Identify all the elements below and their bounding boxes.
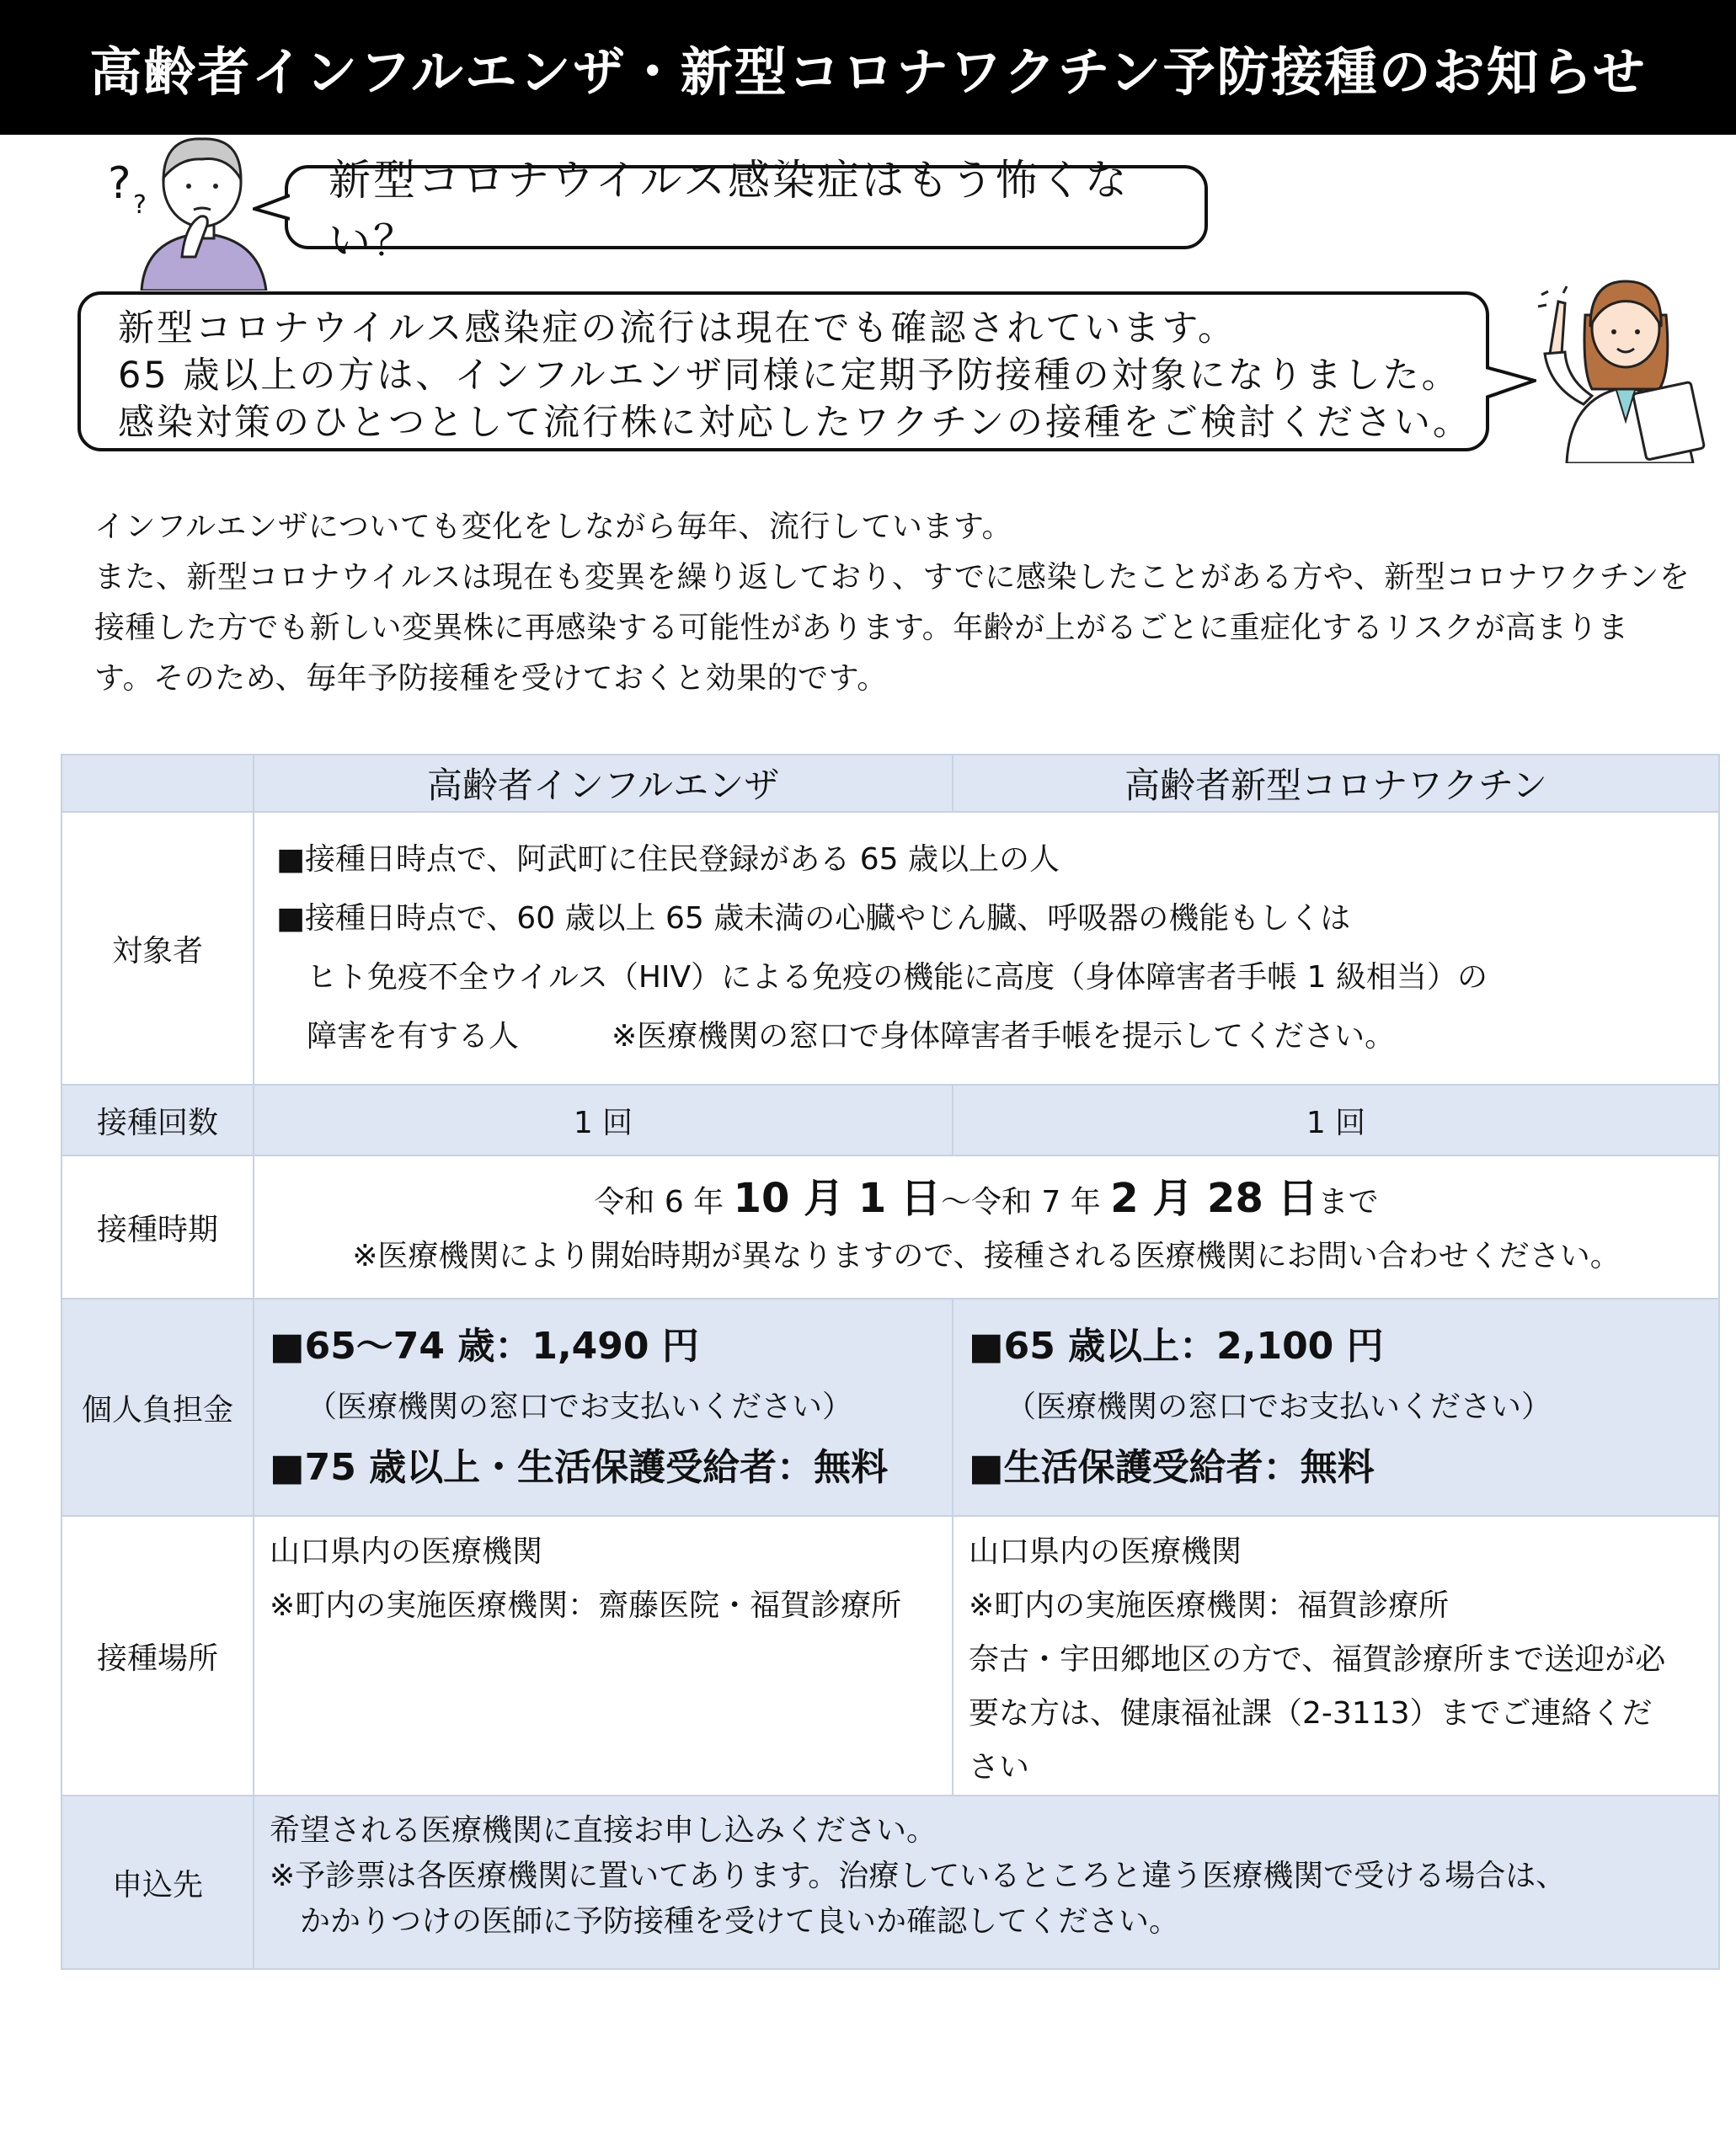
table-header-row <box>61 755 1719 812</box>
svg-text:?: ? <box>133 190 147 220</box>
cost-flu-line-1: ■65～74 歳：1,490 円 <box>270 1325 699 1368</box>
vaccination-info-table <box>61 754 1720 1970</box>
target-line-2: ■接種日時点で、60 歳以上 65 歳未満の心臓やじん臓、呼吸器の機能もしくは <box>276 901 1351 936</box>
place-covid-line-3: 奈古・宇田郷地区の方で、福賀診療所まで送迎が必 <box>969 1642 1666 1677</box>
answer-bubble-tail <box>1486 362 1536 404</box>
place-covid-line-2: ※町内の実施医療機関：福賀診療所 <box>969 1588 1450 1623</box>
target-line-4-text: 障害を有する人 <box>307 1019 520 1054</box>
row-label-target: 対象者 <box>61 812 254 1085</box>
question-speech-bubble <box>285 156 1208 265</box>
place-covid-cell <box>953 1516 1719 1796</box>
row-label-place: 接種場所 <box>61 1516 254 1796</box>
place-flu-cell <box>254 1516 953 1796</box>
count-flu: 1 回 <box>254 1085 953 1155</box>
period-suffix: まで <box>1317 1184 1379 1219</box>
target-line-1: ■接種日時点で、阿武町に住民登録がある 65 歳以上の人 <box>276 842 1060 877</box>
target-line-3: ヒト免疫不全ウイルス（HIV）による免疫の機能に高度（身体障害者手帳 1 級相当）の <box>307 960 1488 995</box>
place-covid-line-5: さい <box>969 1750 1030 1785</box>
intro-line-3: 接種した方でも新しい変異株に再感染する可能性があります。年齢が上がるごとに重症化するリスクが高まりま <box>94 611 1629 645</box>
place-covid-line-1: 山口県内の医療機関 <box>969 1534 1242 1569</box>
page-title: 高齢者インフルエンザ・新型コロナワクチン予防接種のお知らせ <box>0 0 1736 135</box>
cost-flu-cell <box>254 1299 953 1516</box>
period-start-date: 10 月 1 日 <box>733 1174 941 1222</box>
intro-line-2: また、新型コロナウイルスは現在も変異を繰り返しており、すでに感染したことがある方や、新型コロナワクチンを <box>94 560 1691 595</box>
column-header-covid: 高齢者新型コロナワクチン <box>953 755 1719 812</box>
period-cell <box>254 1155 1719 1299</box>
cost-covid-cell <box>953 1299 1719 1516</box>
question-bubble-tail <box>253 190 290 224</box>
row-label-count: 接種回数 <box>61 1085 254 1155</box>
row-label-cost: 個人負担金 <box>61 1299 254 1516</box>
apply-line-1: 希望される医療機関に直接お申し込みください。 <box>270 1813 937 1848</box>
nurse-illustration <box>1533 261 1718 463</box>
row-label-apply: 申込先 <box>61 1796 254 1969</box>
period-dates <box>270 1171 1703 1230</box>
target-cell <box>254 812 1719 1085</box>
row-label-period: 接種時期 <box>61 1155 254 1299</box>
place-flu-line-1: 山口県内の医療機関 <box>270 1534 543 1569</box>
table-row-target <box>61 812 1719 1085</box>
target-note: ※医療機関の窓口で身体障害者手帳を提示してください。 <box>612 1019 1396 1054</box>
answer-speech-bubble <box>77 291 1489 451</box>
table-row-place <box>61 1516 1719 1796</box>
table-row-apply <box>61 1796 1719 1969</box>
table-row-count <box>61 1085 1719 1155</box>
apply-cell <box>254 1796 1719 1969</box>
svg-text:?: ? <box>108 158 131 209</box>
answer-line-2: 65 歳以上の方は、インフルエンザ同様に定期予防接種の対象になりました。 <box>118 355 1461 397</box>
answer-line-3: 感染対策のひとつとして流行株に対応したワクチンの接種をご検討ください。 <box>118 402 1472 444</box>
intro-line-4: す。そのため、毎年予防接種を受けておくと効果的です。 <box>94 661 888 696</box>
column-header-flu: 高齢者インフルエンザ <box>254 755 953 812</box>
target-line-4 <box>276 1007 1703 1066</box>
place-flu-line-2: ※町内の実施医療機関：齋藤医院・福賀診療所 <box>270 1588 902 1623</box>
apply-line-2: ※予診票は各医療機関に置いてあります。治療しているところと違う医療機関で受ける場合は、 <box>270 1859 1567 1893</box>
place-covid-line-4: 要な方は、健康福祉課（2-3113）までご連絡くだ <box>969 1696 1653 1731</box>
apply-line-3: かかりつけの医師に予防接種を受けて良いか確認してください。 <box>300 1904 1180 1939</box>
cost-covid-line-1: ■65 歳以上：2,100 円 <box>969 1325 1384 1368</box>
period-end-era: ～令和 7 年 <box>940 1184 1101 1219</box>
cost-flu-line-2: （医療機関の窓口でお支払いください） <box>307 1390 853 1424</box>
table-corner-cell <box>61 755 254 812</box>
table-row-cost <box>61 1299 1719 1516</box>
intro-paragraph <box>94 502 1712 704</box>
table-row-period <box>61 1155 1719 1299</box>
period-start-era: 令和 6 年 <box>594 1184 724 1219</box>
period-note: ※医療機関により開始時期が異なりますので、接種される医療機関にお問い合わせください。 <box>352 1238 1621 1273</box>
cost-flu-line-3: ■75 歳以上・生活保護受給者：無料 <box>270 1446 889 1489</box>
cost-covid-line-2: （医療機関の窓口でお支払いください） <box>1006 1390 1552 1424</box>
intro-line-1: インフルエンザについても変化をしながら毎年、流行しています。 <box>94 510 1012 544</box>
count-covid: 1 回 <box>953 1085 1719 1155</box>
cost-covid-line-3: ■生活保護受給者：無料 <box>969 1446 1375 1489</box>
question-text: 新型コロナウイルス感染症はもう怖くない？ <box>329 156 1130 265</box>
period-end-date: 2 月 28 日 <box>1110 1174 1318 1222</box>
answer-line-1: 新型コロナウイルス感染症の流行は現在でも確認されています。 <box>118 307 1237 350</box>
